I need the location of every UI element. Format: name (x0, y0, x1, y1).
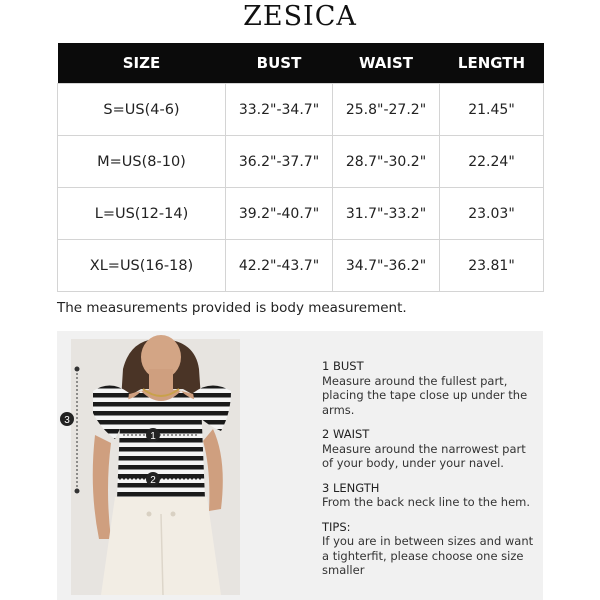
cell-size: XL=US(16-18) (58, 240, 226, 292)
guide-tips-title: TIPS: (322, 519, 351, 534)
cell-waist: 34.7"-36.2" (333, 240, 440, 292)
cell-length: 22.24" (440, 136, 544, 188)
guide-length-title: 3 LENGTH (322, 480, 380, 495)
model-photo (64, 339, 240, 595)
cell-bust: 39.2"-40.7" (226, 188, 333, 240)
header-length: LENGTH (440, 43, 544, 84)
guide-tips-text: If you are in between sizes and want a tighterfit, please choose one size smaller (322, 534, 534, 577)
cell-waist: 25.8"-27.2" (333, 84, 440, 136)
table-row (58, 84, 544, 136)
cell-bust: 33.2"-34.7" (226, 84, 333, 136)
size-chart-table (57, 43, 544, 292)
guide-waist-title: 2 WAIST (322, 427, 370, 441)
guide-tips (322, 520, 537, 578)
measurement-note: The measurements provided is body measurement. (57, 300, 407, 316)
marker-3: 3 (64, 415, 70, 426)
white-pants (101, 497, 221, 595)
guide-bust-title: 1 BUST (322, 359, 364, 373)
cell-bust: 42.2"-43.7" (226, 240, 333, 292)
measuring-guide-panel (57, 331, 543, 600)
measuring-instructions (322, 359, 537, 588)
table-row (58, 240, 544, 292)
table-row (58, 188, 544, 240)
guide-bust (322, 359, 537, 417)
cell-length: 23.03" (440, 188, 544, 240)
cell-size: M=US(8-10) (58, 136, 226, 188)
cell-size: S=US(4-6) (58, 84, 226, 136)
guide-waist (322, 427, 537, 471)
cell-size: L=US(12-14) (58, 188, 226, 240)
marker-2: 2 (150, 475, 156, 486)
cell-length: 23.81" (440, 240, 544, 292)
cell-waist: 28.7"-30.2" (333, 136, 440, 188)
guide-waist-text: Measure around the narrowest part of your body, under your navel. (322, 441, 526, 470)
cell-bust: 36.2"-37.7" (226, 136, 333, 188)
guide-length-text: From the back neck line to the hem. (322, 495, 531, 509)
cell-waist: 31.7"-33.2" (333, 188, 440, 240)
table-row (58, 136, 544, 188)
header-waist: WAIST (333, 43, 440, 84)
header-bust: BUST (226, 43, 333, 84)
header-size: SIZE (58, 43, 226, 84)
table-header-row (58, 43, 544, 84)
guide-length (322, 481, 537, 510)
striped-top (117, 391, 205, 499)
marker-1: 1 (150, 431, 156, 442)
model-illustration (64, 339, 240, 595)
cell-length: 21.45" (440, 84, 544, 136)
guide-bust-text: Measure around the fullest part, placing the tape close up under the arms. (322, 373, 528, 417)
brand-logo: ZESICA (243, 1, 357, 32)
